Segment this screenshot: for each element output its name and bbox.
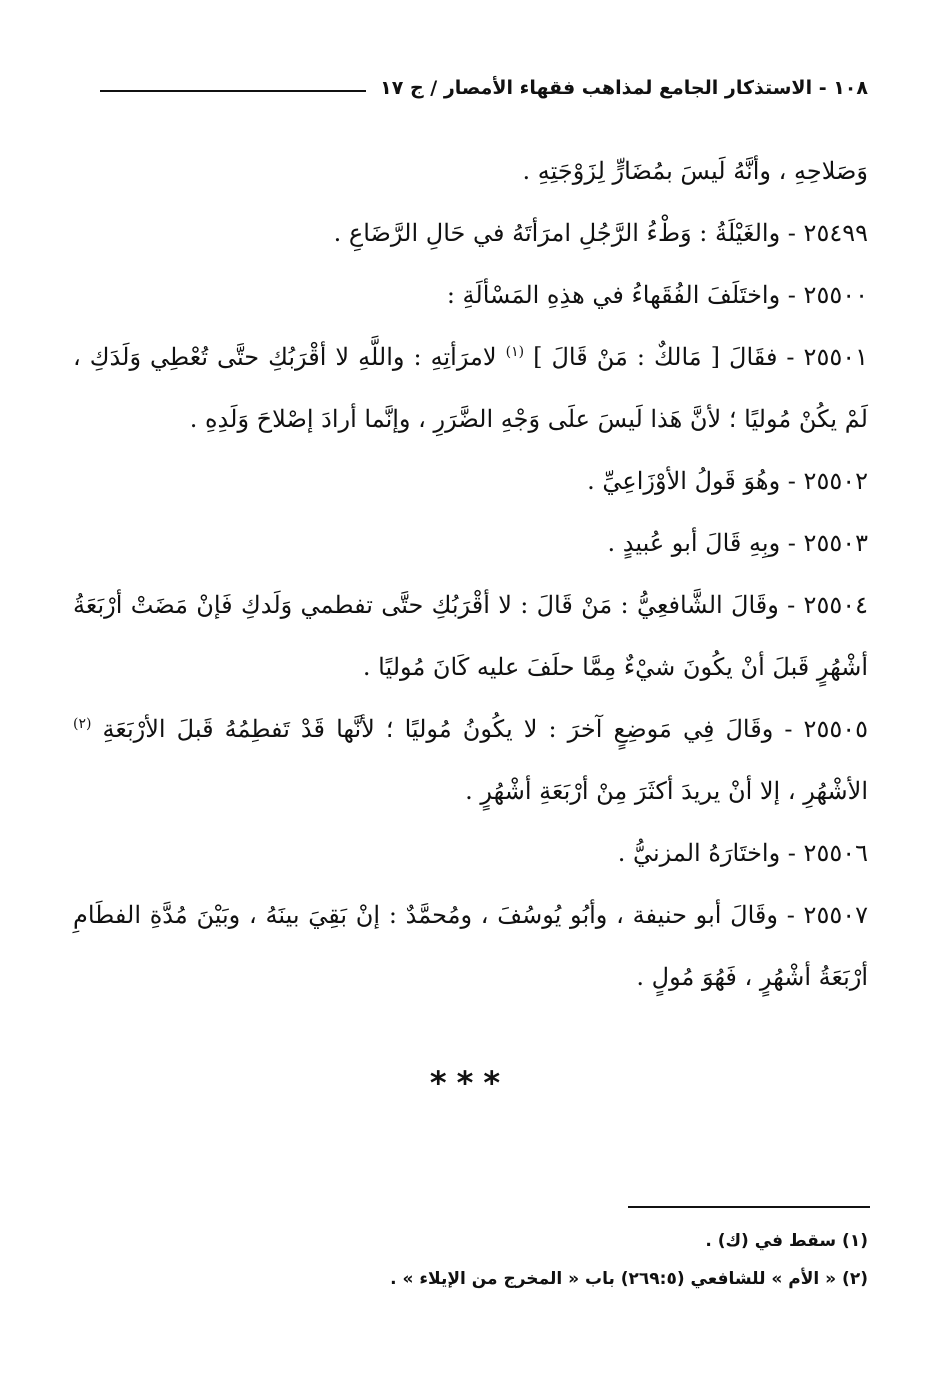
paragraph xyxy=(73,698,868,822)
paragraph: وَصَلاحِهِ ، وأنَّهُ لَيسَ بمُضَارٍّ لِزَوْجَتِهِ . xyxy=(522,157,868,185)
paragraph-text: لامرَأتِهِ : واللَّهِ لا أقْرَبُكِ حتَّى تُعْطِي وَلَدَكِ ، لَمْ يكُنْ مُوليًا ؛ لأنَّ هَذا لَيسَ علَى وَجْهِ الضَّرَرِ ، وإنَّما أرادَ إصْلاحَ وَلَدِهِ . xyxy=(73,343,868,433)
main-text xyxy=(73,140,868,1008)
paragraph: ٢٥٥٠٣ - وبِهِ قَالَ أبو عُبيدٍ . xyxy=(607,529,868,557)
paragraph-text: الأشْهُرِ ، إلا أنْ يريدَ أكثَرَ مِنْ أرْبَعَةِ أشْهُرٍ . xyxy=(465,777,868,805)
header-rule xyxy=(100,90,366,92)
section-separator: *** xyxy=(429,1064,511,1102)
paragraph xyxy=(73,326,868,450)
paragraph: ٢٥٥٠٢ - وهُوَ قَولُ الأوْزَاعِيِّ . xyxy=(587,467,868,495)
paragraph: ٢٥٥٠٧ - وقَالَ أبو حنيفة ، وأبُو يُوسُفَ ، ومُحمَّدٌ : إنْ بَقِيَ بينَهُ ، وبَيْنَ مُدَّةِ الفطَامِ أرْبَعَةُ أشْهُرٍ ، فَهُوَ مُولٍ . xyxy=(73,901,868,991)
footnote-marker: (٢) xyxy=(73,716,92,732)
header-title: ١٠٨ - الاستذكار الجامع لمذاهب فقهاء الأمصار / ج ١٧ xyxy=(380,77,868,99)
footnote-rule xyxy=(628,1206,870,1208)
footnote: (١) سقط في (ك) . xyxy=(705,1231,868,1251)
footnote-marker: (١) xyxy=(505,344,525,360)
footnote: (٢) « الأم » للشافعي (٢٦٩:٥) باب « المخرج من الإيلاء » . xyxy=(390,1269,868,1289)
paragraph: ٢٥٥٠٠ - واختَلَفَ الفُقَهاءُ في هذِهِ المَسْألَةِ : xyxy=(446,281,868,309)
paragraph: ٢٥٤٩٩ - والغَيْلَةُ : وَطْءُ الرَّجُلِ امرَأتَهُ في حَالِ الرَّضَاعِ . xyxy=(333,219,868,247)
paragraph: ٢٥٥٠٦ - واختَارَهُ المزنيُّ . xyxy=(617,839,868,867)
running-header xyxy=(100,68,868,108)
paragraph-text: ٢٥٥٠٥ - وقَالَ فِي مَوضِعٍ آخرَ : لا يكُونُ مُوليًا ؛ لأنَّها قَدْ تَفطِمُهُ قَبلَ الأرْبَعَةِ xyxy=(91,715,868,743)
paragraph: ٢٥٥٠٤ - وقَالَ الشَّافعِيُّ : مَنْ قَالَ : لا أقْرَبُكِ حتَّى تفطمي وَلَدكِ فَإنْ مَضَتْ أرْبَعَةُ أشْهُرٍ قَبلَ أنْ يكُونَ شيْءٌ مِمَّا حلَفَ عليه كَانَ مُوليًا . xyxy=(73,591,868,681)
paragraph-text: ٢٥٥٠١ - فقَالَ [ مَالكٌ : مَنْ قَالَ ] xyxy=(524,343,868,371)
footnotes xyxy=(73,1222,868,1298)
